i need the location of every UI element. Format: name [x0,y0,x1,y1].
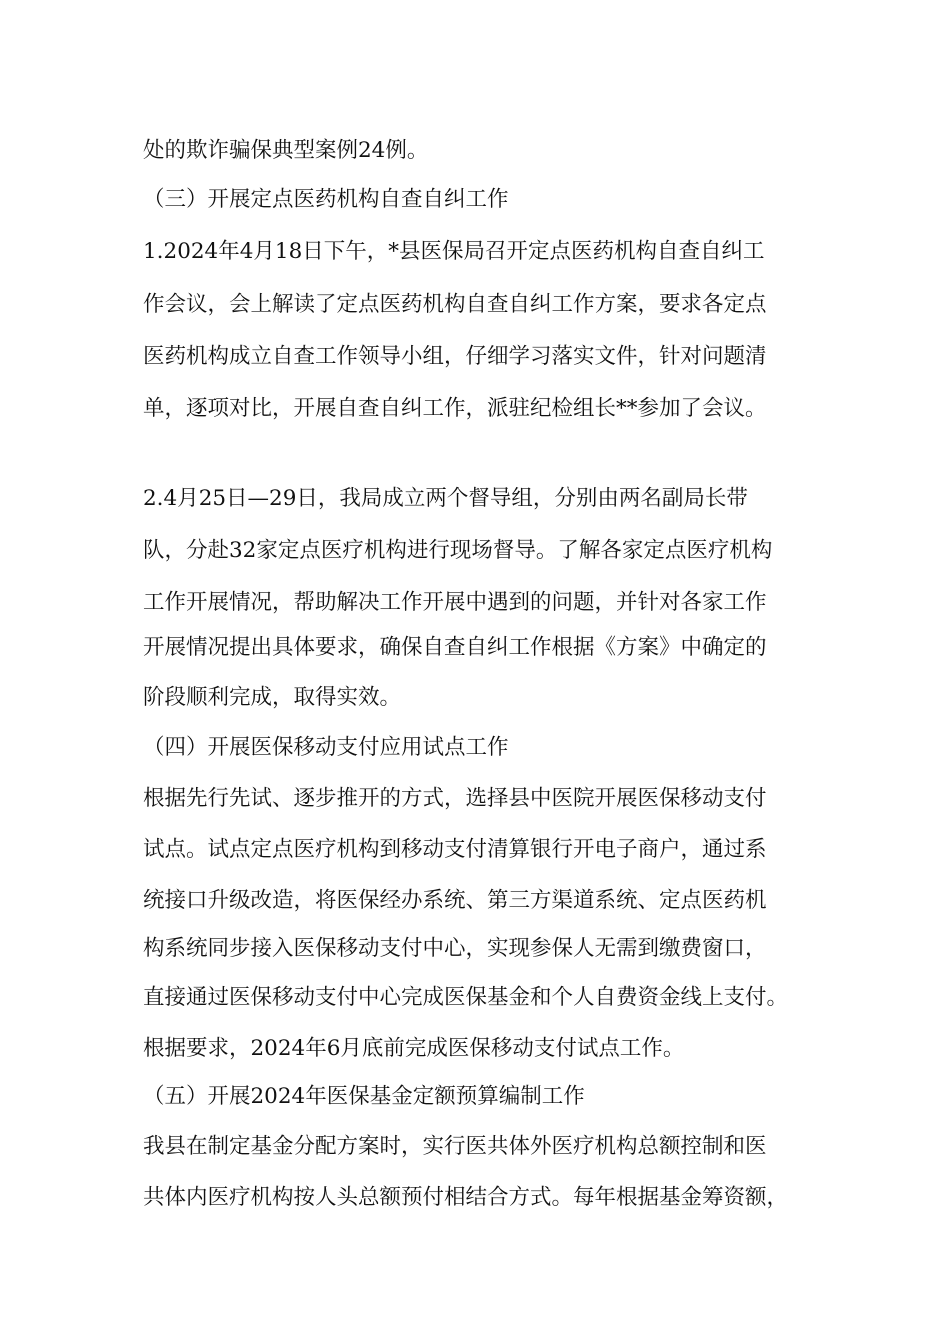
text-line: 直接通过医保移动支付中心完成医保基金和个人自费资金线上支付。 [143,985,789,1010]
text-line: 我县在制定基金分配方案时，实行医共体外医疗机构总额控制和医 [143,1134,767,1159]
section-heading-3: （三）开展定点医药机构自查自纠工作 [143,187,509,212]
text-line: 开展情况提出具体要求，确保自查自纠工作根据《方案》中确定的 [143,635,767,660]
text-line: 作会议，会上解读了定点医药机构自查自纠工作方案，要求各定点 [143,292,767,317]
text-line: 试点。试点定点医疗机构到移动支付清算银行开电子商户，通过系 [143,837,767,862]
text-line: 阶段顺利完成，取得实效。 [143,685,402,710]
text-line: 工作开展情况，帮助解决工作开展中遇到的问题，并针对各家工作 [143,590,767,615]
text-line: 构系统同步接入医保移动支付中心，实现参保人无需到缴费窗口， [143,936,767,961]
text-line: 根据先行先试、逐步推开的方式，选择县中医院开展医保移动支付 [143,786,767,811]
text-line: 医药机构成立自查工作领导小组，仔细学习落实文件，针对问题清 [143,344,767,369]
section-heading-5: （五）开展2024年医保基金定额预算编制工作 [143,1084,585,1109]
text-line: 统接口升级改造，将医保经办系统、第三方渠道系统、定点医药机 [143,888,767,913]
text-line: 根据要求，2024年6月底前完成医保移动支付试点工作。 [143,1036,685,1061]
text-line: 处的欺诈骗保典型案例24例。 [143,138,429,163]
text-line: 共体内医疗机构按人头总额预付相结合方式。每年根据基金筹资额， [143,1185,789,1210]
text-line: 队，分赴32家定点医疗机构进行现场督导。了解各家定点医疗机构 [143,538,773,563]
text-line: 1.2024年4月18日下午，*县医保局召开定点医药机构自查自纠工 [143,239,765,264]
text-line: 2.4月25日—29日，我局成立两个督导组，分别由两名副局长带 [143,486,748,511]
section-heading-4: （四）开展医保移动支付应用试点工作 [143,735,509,760]
text-line: 单，逐项对比，开展自查自纠工作，派驻纪检组长**参加了会议。 [143,396,767,421]
